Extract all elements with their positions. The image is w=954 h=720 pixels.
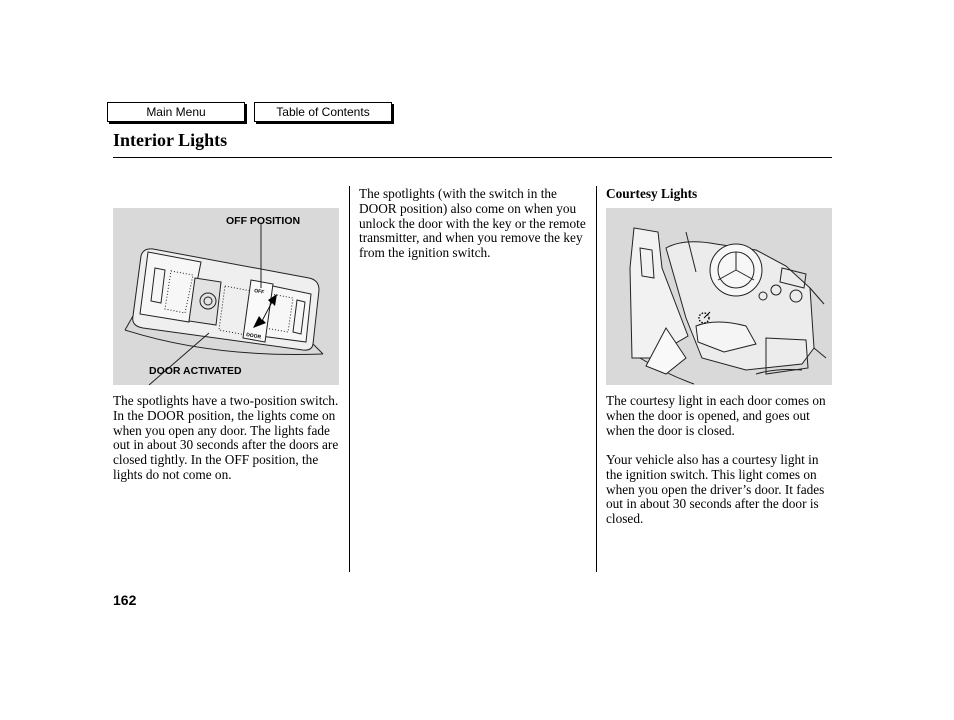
ignition-courtesy-description: Your vehicle also has a courtesy light in the ignition switch. This light comes on when you open the driver’s door. It fades out in about 30 seconds after the door is closed. bbox=[606, 452, 825, 527]
switch-off-mark: OFF bbox=[253, 288, 265, 296]
page-title: Interior Lights bbox=[113, 130, 228, 150]
main-menu-button[interactable]: Main Menu bbox=[107, 102, 245, 122]
spotlight-unlock-description: The spotlights (with the switch in the DOOR position) also come on when you unlock the door with the key or the remote transmitter, and when you remove the key from the ignition switch. bbox=[359, 186, 586, 261]
courtesy-light-figure bbox=[606, 208, 832, 385]
courtesy-lights-heading: Courtesy Lights bbox=[606, 186, 698, 201]
door-activated-label: DOOR ACTIVATED bbox=[149, 365, 242, 377]
off-position-label: OFF POSITION bbox=[226, 215, 301, 227]
title-rule bbox=[113, 157, 832, 158]
spotlight-console-illustration bbox=[113, 208, 339, 385]
car-interior-illustration bbox=[606, 208, 832, 385]
page-number: 162 bbox=[113, 592, 137, 608]
door-courtesy-description: The courtesy light in each door comes on when the door is opened, and goes out when the door is closed. bbox=[606, 393, 826, 438]
column-divider-1 bbox=[349, 186, 350, 572]
spotlight-description: The spotlights have a two-position switch. In the DOOR position, the lights come on when you open any door. The lights fade out in about 30 seconds after the doors are closed tightly. In the OFF position, the lights do not come on. bbox=[113, 393, 339, 482]
spotlight-figure bbox=[113, 208, 339, 385]
table-of-contents-button[interactable]: Table of Contents bbox=[254, 102, 392, 122]
column-divider-2 bbox=[596, 186, 597, 572]
switch-door-mark: DOOR bbox=[245, 332, 262, 341]
